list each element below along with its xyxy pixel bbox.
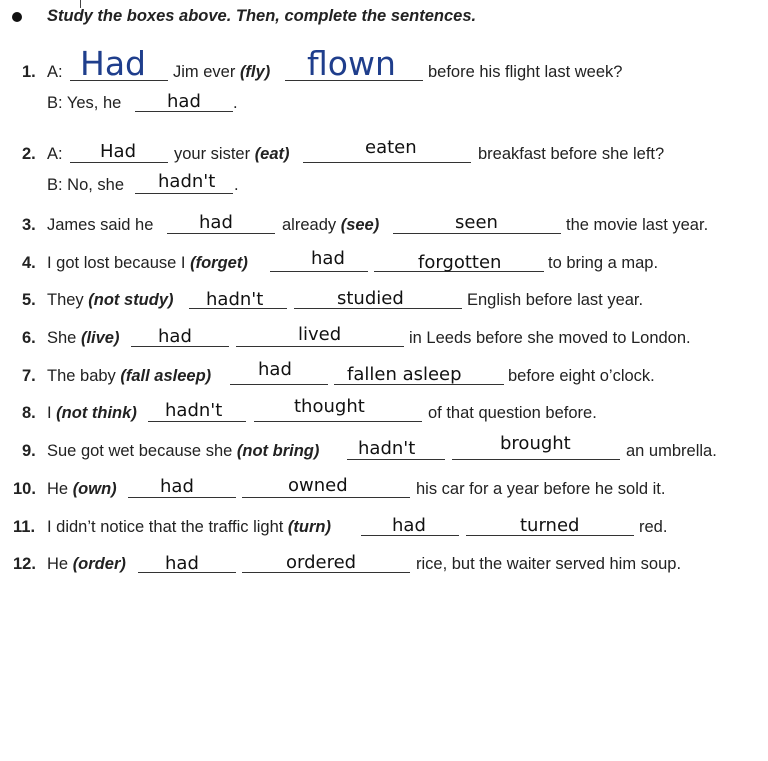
q1-answer-1: Had [80, 44, 146, 83]
q2-end: breakfast before she left? [478, 145, 665, 163]
q3-answer-1: had [199, 212, 233, 233]
q9-end: an umbrella. [626, 442, 717, 460]
q8-answer-2: thought [294, 396, 365, 417]
q8-answer-1: hadn't [165, 400, 223, 421]
q2-mid: your sister (eat) [174, 145, 290, 163]
q4-pre: I got lost because I (forget) [47, 254, 248, 272]
q12-answer-2: ordered [286, 552, 357, 573]
q9-pre: Sue got wet because she (not bring) [47, 442, 320, 460]
q6-blank-2[interactable] [236, 346, 404, 347]
q7-number: 7. [22, 367, 36, 385]
q9-number: 9. [22, 442, 36, 460]
q7-end: before eight o’clock. [508, 367, 655, 385]
q10-end: his car for a year before he sold it. [416, 480, 666, 498]
q6-answer-2: lived [298, 324, 342, 345]
q11-answer-2: turned [520, 515, 580, 536]
q10-answer-1: had [160, 476, 194, 497]
q2-answer-1: Had [100, 141, 136, 162]
q2-answer-2: eaten [365, 137, 417, 158]
q1-answer-2: flown [307, 44, 396, 83]
q1-end: before his flight last week? [428, 63, 623, 81]
q6-number: 6. [22, 329, 36, 347]
q8-end: of that question before. [428, 404, 597, 422]
q4-answer-2: forgotten [418, 252, 502, 273]
q2-answer-3: hadn't [158, 171, 216, 192]
q5-answer-1: hadn't [206, 289, 264, 310]
q1-mid: Jim ever (fly) [173, 63, 271, 81]
q11-end: red. [639, 518, 668, 536]
q11-pre: I didn’t notice that the traffic light (turn) [47, 518, 331, 536]
q5-end: English before last year. [467, 291, 644, 309]
q7-pre: The baby (fall asleep) [47, 367, 212, 385]
q7-answer-1: had [258, 359, 292, 380]
q3-answer-2: seen [455, 212, 498, 233]
q9-answer-1: hadn't [358, 438, 416, 459]
q2-number: 2. [22, 145, 36, 163]
q1-a-prefix: A: [47, 63, 63, 81]
q2-blank-3[interactable] [135, 193, 233, 194]
q9-answer-2: brought [500, 433, 571, 454]
q1-answer-3: had [167, 91, 201, 112]
q12-answer-1: had [165, 553, 199, 574]
q2-b-end: . [234, 176, 239, 194]
q2-b-prefix: B: No, she [47, 176, 125, 194]
q4-answer-1: had [311, 248, 345, 269]
q10-number: 10. [13, 480, 36, 498]
q8-pre: I (not think) [47, 404, 137, 422]
bullet-icon [12, 12, 22, 22]
q2-a-prefix: A: [47, 145, 63, 163]
q3-mid: already (see) [282, 216, 380, 234]
q6-pre: She (live) [47, 329, 120, 347]
q7-blank-1[interactable] [230, 384, 328, 385]
q3-pre: James said he [47, 216, 154, 234]
q1-b-prefix: B: Yes, he [47, 94, 122, 112]
q8-number: 8. [22, 404, 36, 422]
q6-end: in Leeds before she moved to London. [409, 329, 691, 347]
q12-pre: He (order) [47, 555, 126, 573]
q7-answer-2: fallen asleep [347, 364, 462, 385]
q1-number: 1. [22, 63, 36, 81]
q10-blank-2[interactable] [242, 497, 410, 498]
q2-blank-2[interactable] [303, 162, 471, 163]
q10-pre: He (own) [47, 480, 117, 498]
q11-answer-1: had [392, 515, 426, 536]
q3-number: 3. [22, 216, 36, 234]
q5-answer-2: studied [337, 288, 404, 309]
instruction-text: Study the boxes above. Then, complete the sentences. [47, 7, 477, 25]
q3-end: the movie last year. [566, 216, 709, 234]
q8-blank-2[interactable] [254, 421, 422, 422]
q9-blank-2[interactable] [452, 459, 620, 460]
q12-number: 12. [13, 555, 36, 573]
q11-number: 11. [13, 518, 36, 536]
q1-b-end: . [233, 94, 238, 112]
q5-number: 5. [22, 291, 36, 309]
q12-end: rice, but the waiter served him soup. [416, 555, 682, 573]
q6-answer-1: had [158, 326, 192, 347]
q5-pre: They (not study) [47, 291, 174, 309]
q4-blank-1[interactable] [270, 271, 368, 272]
q4-end: to bring a map. [548, 254, 659, 272]
q4-number: 4. [22, 254, 36, 272]
q10-answer-2: owned [288, 475, 348, 496]
